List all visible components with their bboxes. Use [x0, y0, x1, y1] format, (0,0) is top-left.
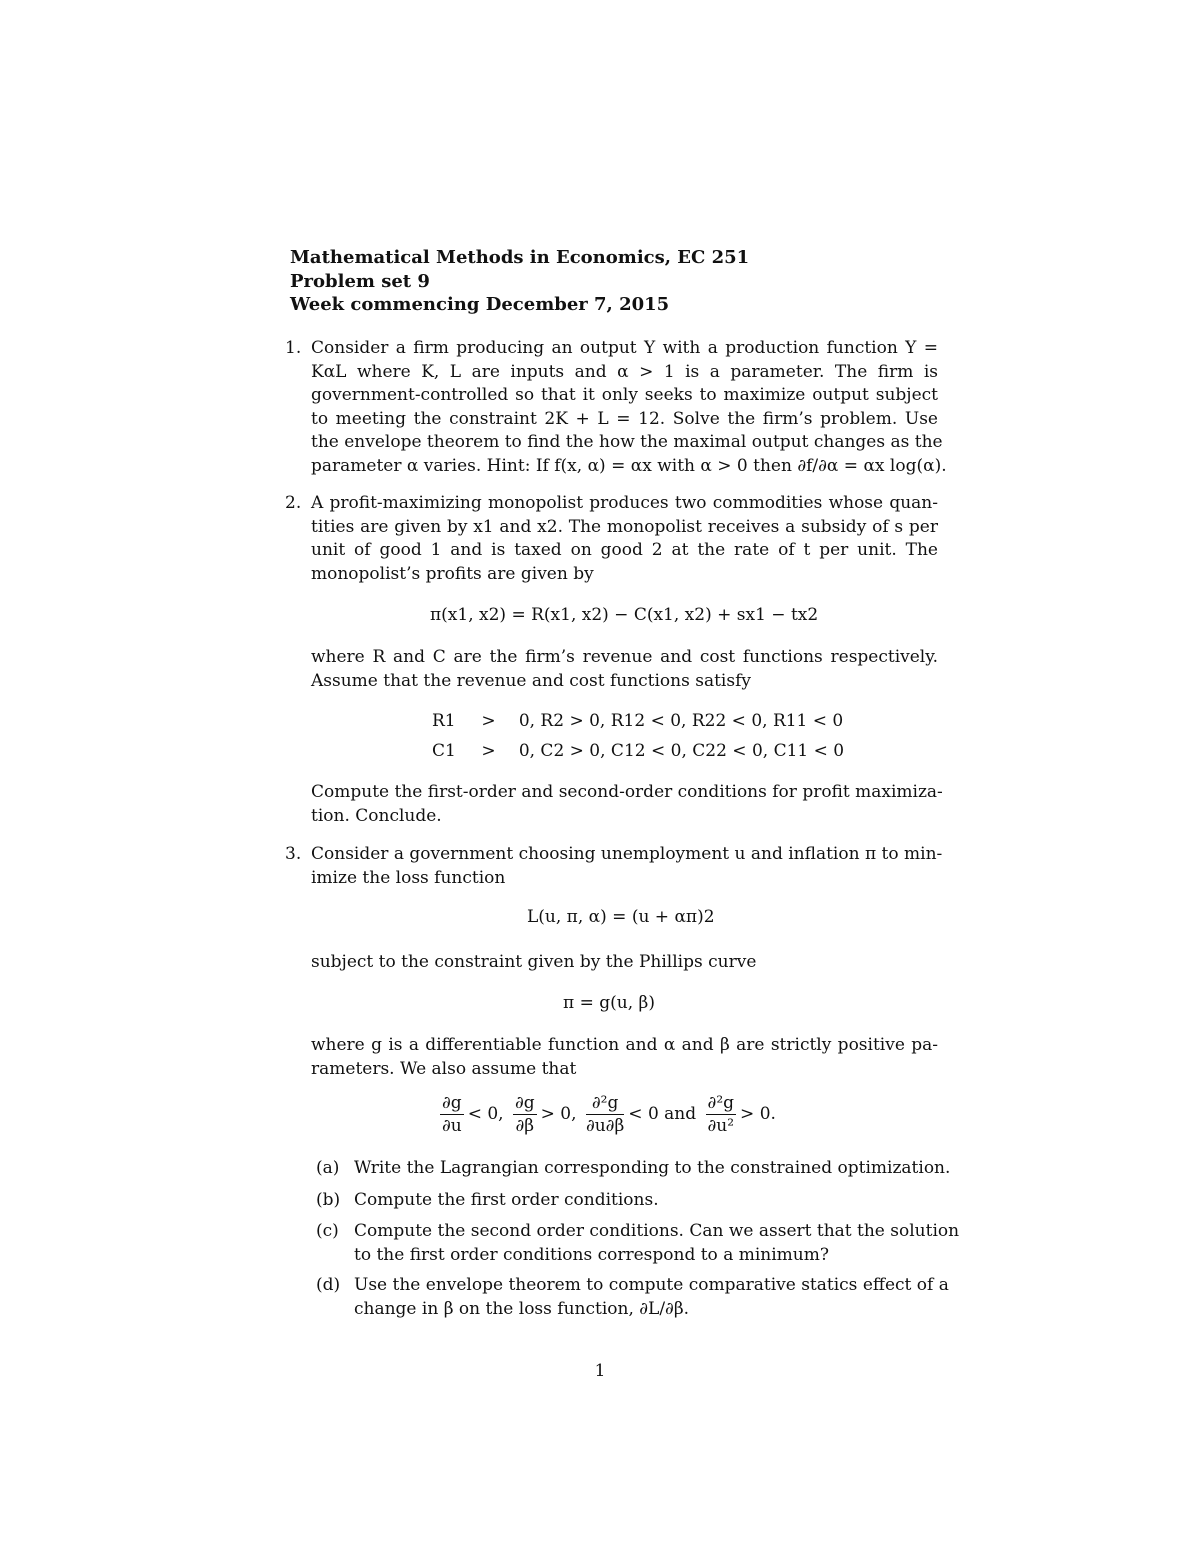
problem-number: 1.	[285, 338, 302, 358]
part-text	[354, 1274, 949, 1321]
week-date: Week commencing December 7, 2015	[290, 294, 670, 315]
condition-rhs: 0, R2 > 0, R12 < 0, R22 < 0, R11 < 0	[518, 711, 844, 731]
part-line: Use the envelope theorem to compute comparative statics effect of a	[354, 1275, 949, 1295]
numerator: ∂g	[442, 1093, 462, 1113]
problem-line: parameter α varies. Hint: If f(x, α) = αx with α > 0 then ∂f/∂α = αx log(α).	[311, 455, 947, 476]
part-text	[354, 1189, 939, 1213]
part-line: Compute the first order conditions.	[354, 1190, 659, 1210]
problem-line: rameters. We also assume that	[311, 1058, 577, 1079]
problem-number: 3.	[285, 844, 302, 864]
problem-line: the envelope theorem to find the how the maximal output changes as the	[311, 432, 943, 452]
problem-line: to meeting the constraint 2K + L = 12. Solve the firm’s problem. Use	[311, 408, 938, 429]
condition-lhs: C1	[432, 741, 456, 761]
part-line: Write the Lagrangian corresponding to the constrained optimization.	[354, 1158, 951, 1178]
fraction	[513, 1092, 537, 1137]
problem-line: monopolist’s profits are given by	[311, 563, 594, 584]
condition-relation: >	[481, 741, 496, 761]
problem-line: Compute the first-order and second-order conditions for profit maximiza-	[311, 782, 943, 802]
problem-line: subject to the constraint given by the Phillips curve	[311, 952, 757, 972]
problem-set-title: Problem set 9	[290, 270, 430, 292]
part-line: Compute the second order conditions. Can we assert that the solution	[354, 1221, 960, 1241]
document-heading	[290, 246, 940, 317]
problem-text	[311, 781, 943, 828]
condition-relation: >	[481, 711, 496, 731]
problem-line: where g is a differentiable function and α and β are strictly positive pa-	[311, 1035, 938, 1055]
problem-text	[311, 1034, 938, 1081]
numerator: ∂²g	[707, 1093, 735, 1113]
relation: > 0.	[740, 1104, 776, 1124]
loss-equation: L(u, π, α) = (u + απ)2	[527, 907, 715, 927]
problem-line: tion. Conclude.	[311, 805, 442, 826]
phillips-equation: π = g(u, β)	[563, 993, 655, 1013]
problem-text	[311, 843, 943, 890]
part-label: (d)	[316, 1275, 341, 1295]
fraction	[440, 1092, 464, 1137]
denominator: ∂β	[515, 1116, 535, 1136]
problem-line: where R and C are the firm’s revenue and cost functions respectively.	[311, 647, 938, 667]
condition-lhs: R1	[432, 711, 456, 731]
condition-rhs: 0, C2 > 0, C12 < 0, C22 < 0, C11 < 0	[518, 741, 845, 761]
fraction	[586, 1092, 624, 1137]
problem-line: KαL where K, L are inputs and α > 1 is a parameter. The firm is	[311, 361, 938, 382]
numerator: ∂g	[514, 1093, 535, 1113]
problem-line: A profit-maximizing monopolist produces two commodities whose quan-	[311, 493, 938, 513]
problem-line: Consider a government choosing unemployment u and inflation π to min-	[311, 844, 943, 864]
relation: < 0,	[467, 1104, 504, 1124]
denominator: ∂u²	[707, 1116, 735, 1136]
part-label: (a)	[316, 1158, 340, 1178]
revenue-condition	[432, 710, 843, 734]
denominator: ∂u∂β	[585, 1116, 625, 1136]
problem-line: Assume that the revenue and cost functions satisfy	[311, 670, 751, 691]
problem-text	[311, 951, 938, 975]
part-text	[354, 1157, 951, 1181]
page-number: 1	[594, 1361, 606, 1381]
problem-line: Consider a firm producing an output Y with a production function Y =	[311, 338, 938, 358]
problem-line: unit of good 1 and is taxed on good 2 at the rate of t per unit. The	[311, 540, 938, 560]
derivative-assumptions	[436, 1092, 776, 1137]
problem-text	[311, 492, 938, 586]
relation: > 0,	[540, 1104, 577, 1124]
part-label: (c)	[316, 1221, 339, 1241]
cost-condition	[432, 740, 844, 764]
part-text	[354, 1220, 960, 1267]
profit-equation: π(x1, x2) = R(x1, x2) − C(x1, x2) + sx1 − tx2	[430, 605, 819, 625]
denominator: ∂u	[441, 1116, 462, 1136]
problem-line: imize the loss function	[311, 867, 506, 888]
part-line: change in β on the loss function, ∂L/∂β.	[354, 1298, 690, 1319]
problem-number: 2.	[285, 493, 302, 513]
problem-line: tities are given by x1 and x2. The monopolist receives a subsidy of s per	[311, 516, 938, 537]
problem-line: government-controlled so that it only seeks to maximize output subject	[311, 385, 938, 405]
numerator: ∂²g	[586, 1092, 624, 1115]
problem-text	[311, 646, 938, 693]
relation: < 0 and	[628, 1104, 697, 1124]
problem-text	[311, 337, 947, 478]
fraction	[706, 1092, 737, 1137]
part-line: to the first order conditions correspond to a minimum?	[354, 1244, 829, 1265]
part-label: (b)	[316, 1190, 341, 1210]
course-title: Mathematical Methods in Economics, EC 251	[290, 247, 750, 268]
